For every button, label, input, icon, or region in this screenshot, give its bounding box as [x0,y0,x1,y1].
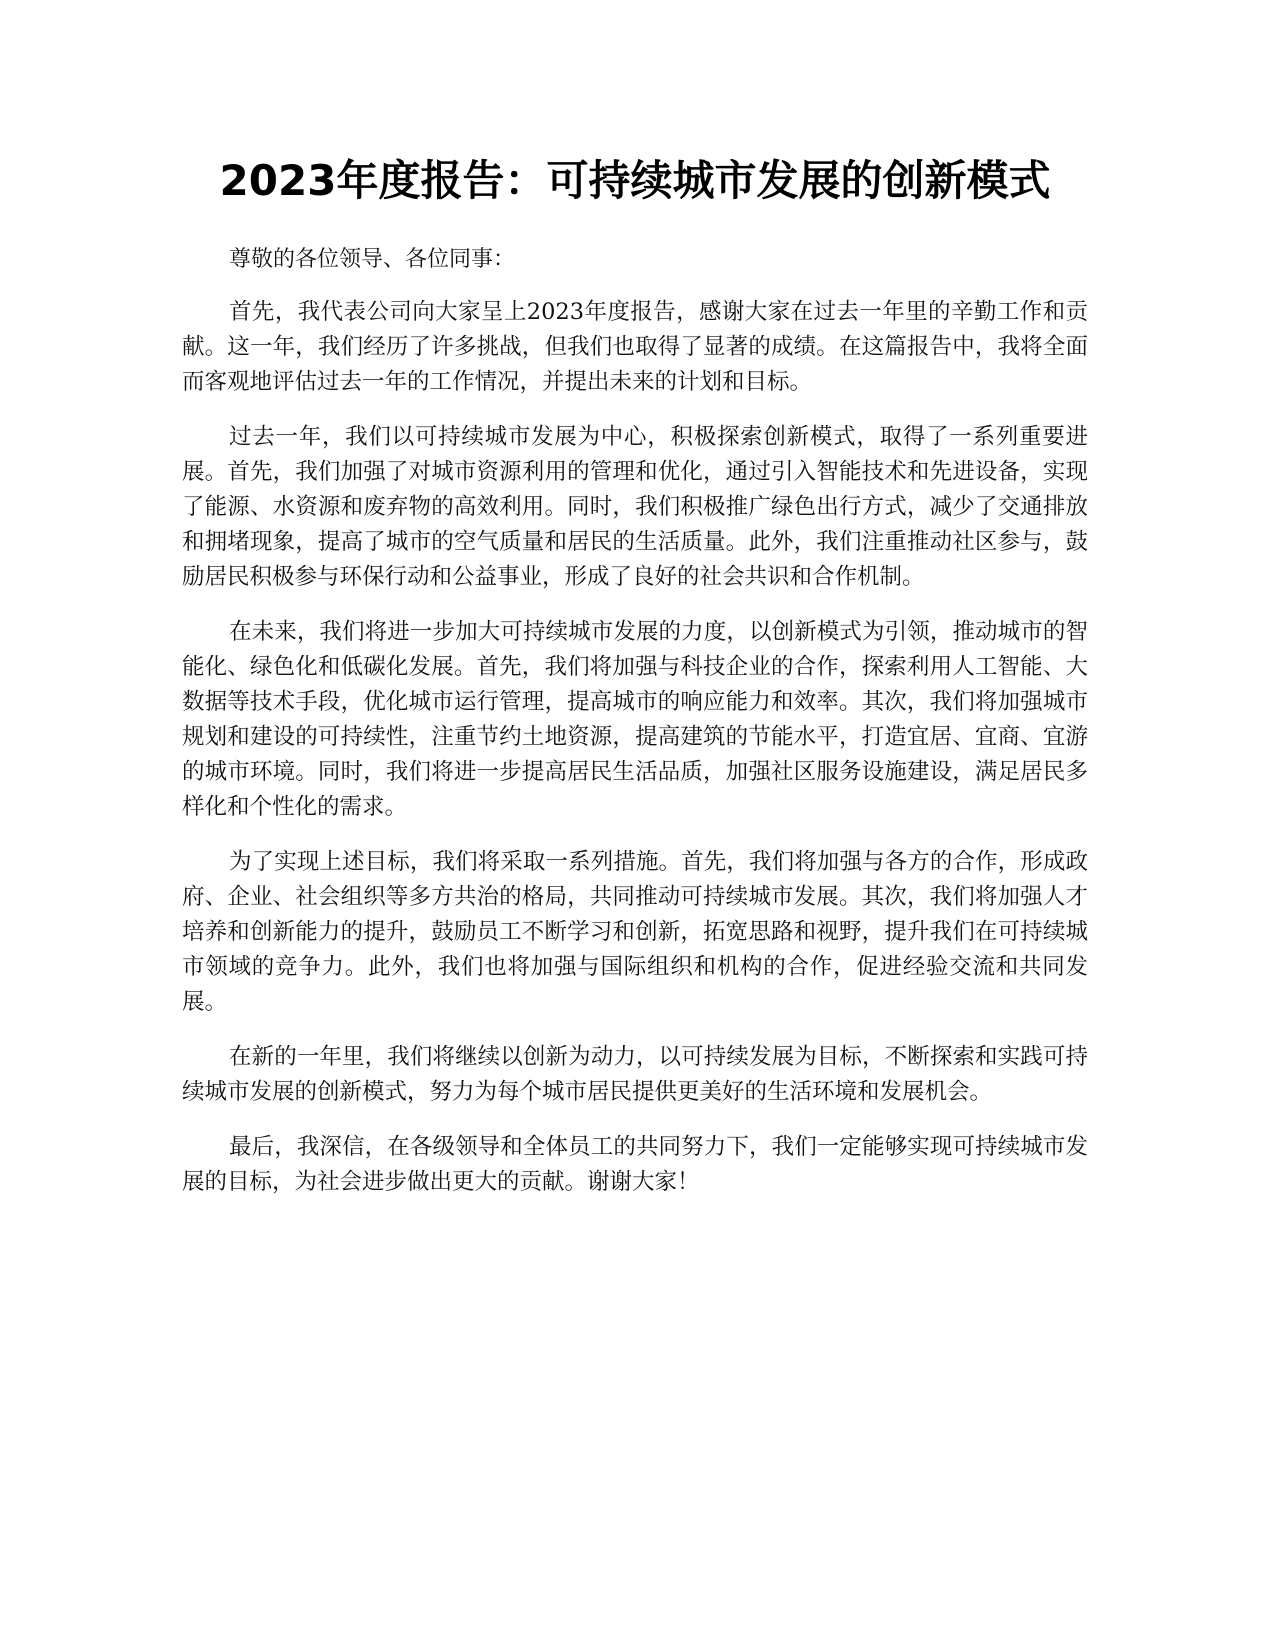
document-page [182,150,1088,1200]
greeting-line: 尊敬的各位领导、各位同事： [229,247,516,272]
paragraph-past-year: 过去一年，我们以可持续城市发展为中心，积极探索创新模式，取得了一系列重要进展。首先，我们加强了对城市资源利用的管理和优化，通过引入智能技术和先进设备，实现了能源、水资源和废弃物的高效利用。同时，我们积极推广绿色出行方式，减少了交通排放和拥堵现象，提高了城市的空气质量和居民的生活质量。此外，我们注重推动社区参与，鼓励居民积极参与环保行动和公益事业，形成了良好的社会共识和合作机制。 [182,424,1088,590]
paragraph-closing: 最后，我深信，在各级领导和全体员工的共同努力下，我们一定能够实现可持续城市发展的目标，为社会进步做出更大的贡献。谢谢大家！ [182,1134,1088,1195]
paragraph-measures: 为了实现上述目标，我们将采取一系列措施。首先，我们将加强与各方的合作，形成政府、企业、社会组织等多方共治的格局，共同推动可持续城市发展。其次，我们将加强人才培养和创新能力的提升，鼓励员工不断学习和创新，拓宽思路和视野，提升我们在可持续城市领域的竞争力。此外，我们也将加强与国际组织和机构的合作，促进经验交流和共同发展。 [182,849,1088,1015]
document-title: 2023年度报告：可持续城市发展的创新模式 [219,156,1051,205]
paragraph-intro: 首先，我代表公司向大家呈上2023年度报告，感谢大家在过去一年里的辛勤工作和贡献。这一年，我们经历了许多挑战，但我们也取得了显著的成绩。在这篇报告中，我将全面而客观地评估过去一年的工作情况，并提出未来的计划和目标。 [182,299,1088,395]
paragraph-future: 在未来，我们将进一步加大可持续城市发展的力度，以创新模式为引领，推动城市的智能化、绿色化和低碳化发展。首先，我们将加强与科技企业的合作，探索利用人工智能、大数据等技术手段，优化城市运行管理，提高城市的响应能力和效率。其次，我们将加强城市规划和建设的可持续性，注重节约土地资源，提高建筑的节能水平，打造宜居、宜商、宜游的城市环境。同时，我们将进一步提高居民生活品质，加强社区服务设施建设，满足居民多样化和个性化的需求。 [182,619,1088,820]
paragraph-new-year: 在新的一年里，我们将继续以创新为动力，以可持续发展为目标，不断探索和实践可持续城市发展的创新模式，努力为每个城市居民提供更美好的生活环境和发展机会。 [182,1044,1088,1105]
